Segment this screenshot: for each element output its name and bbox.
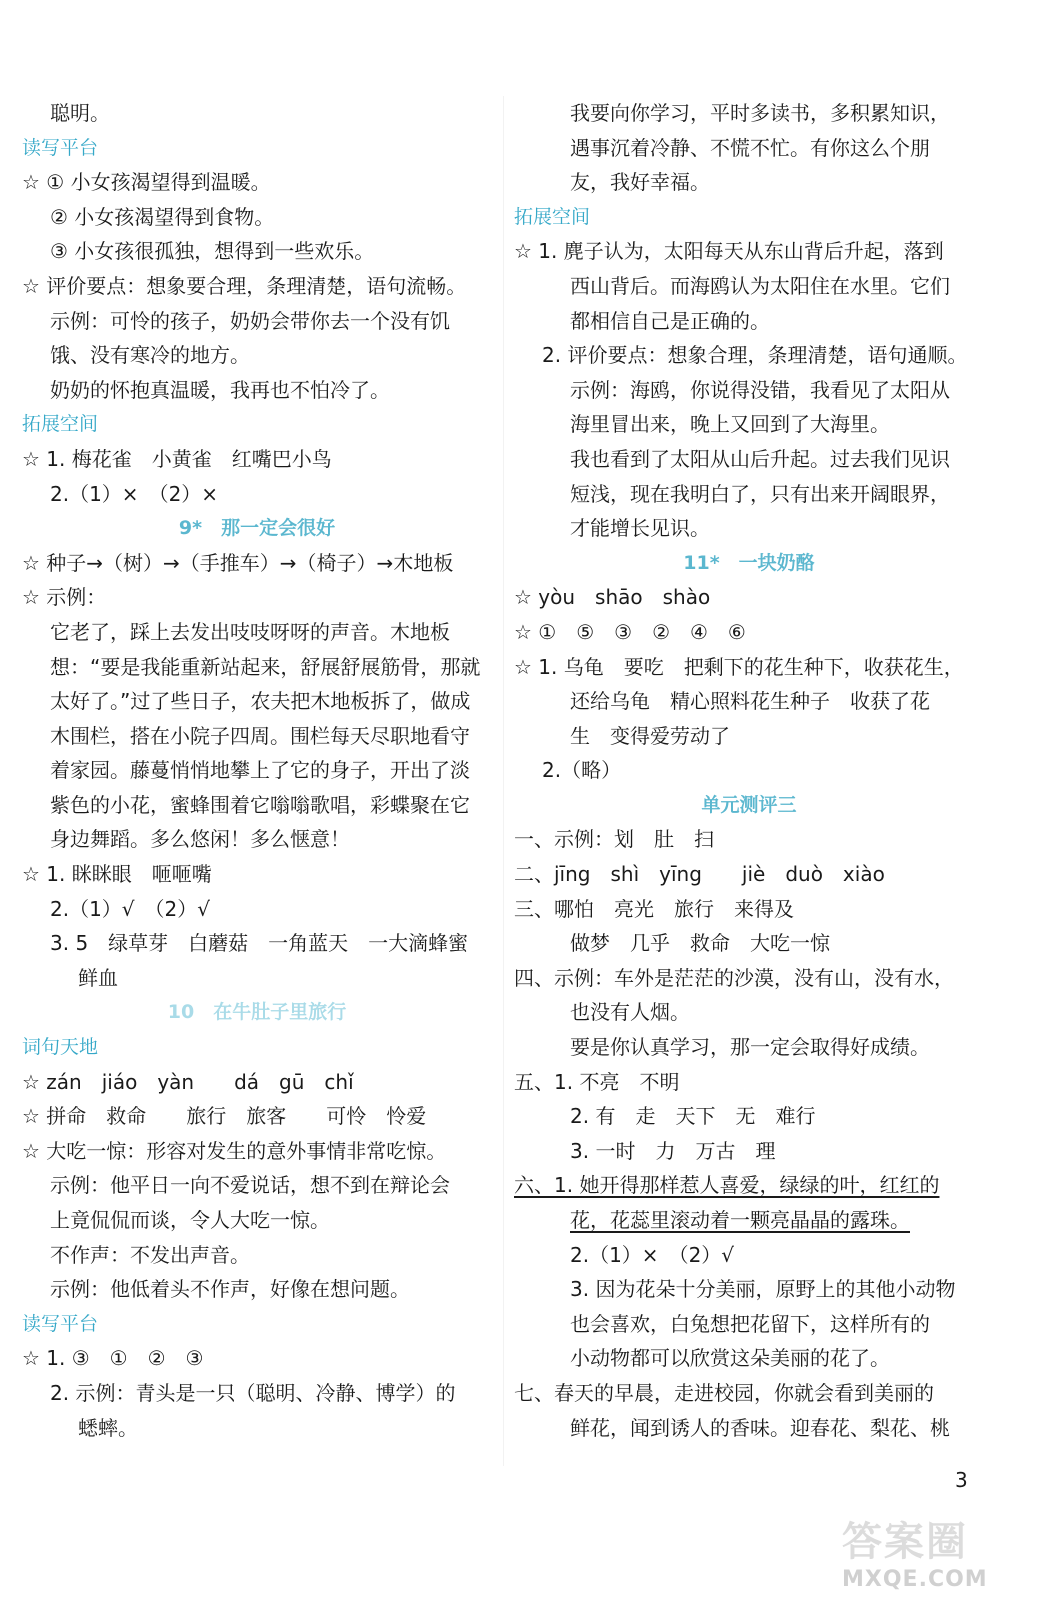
answer-line: 七、春天的早晨，走进校园，你就会看到美丽的 bbox=[514, 1380, 934, 1405]
lesson-title: 单元测评三 bbox=[701, 793, 797, 816]
column-divider bbox=[503, 96, 504, 1466]
answer-line: 示例：他平日一向不爱说话，想不到在辩论会 bbox=[50, 1173, 450, 1198]
answer-line: 才能增长见识。 bbox=[570, 516, 710, 541]
answer-line: 身边舞蹈。多么悠闲！多么惬意！ bbox=[50, 827, 350, 852]
answer-line: 示例：海鸥，你说得没错，我看见了太阳从 bbox=[570, 377, 950, 402]
answer-line: 3. 5 绿草芽 白蘑菇 一角蓝天 一大滴蜂蜜 bbox=[50, 931, 469, 956]
answer-line: 鲜血 bbox=[78, 965, 118, 990]
answer-line: 2. 有 走 天下 无 难行 bbox=[570, 1104, 816, 1129]
answer-line: 一、示例：划 肚 扫 bbox=[514, 827, 714, 852]
watermark-url: MXQE.COM bbox=[842, 1567, 988, 1592]
answer-line: 奶奶的怀抱真温暖，我再也不怕冷了。 bbox=[50, 377, 390, 402]
answer-line: ☆ 1. 麂子认为，太阳每天从东山背后升起，落到 bbox=[514, 239, 944, 264]
answer-line: 示例：他低着头不作声，好像在想问题。 bbox=[50, 1277, 410, 1302]
answer-line: 做梦 几乎 救命 大吃一惊 bbox=[570, 931, 830, 956]
answer-line: ☆ 大吃一惊：形容对发生的意外事情非常吃惊。 bbox=[22, 1138, 447, 1163]
answer-line: 上竟侃侃而谈，令人大吃一惊。 bbox=[50, 1208, 330, 1232]
answer-line: 不作声：不发出声音。 bbox=[50, 1242, 250, 1267]
answer-line: ☆ ① ⑤ ③ ② ④ ⑥ bbox=[514, 619, 746, 644]
answer-line: 我要向你学习，平时多读书，多积累知识， bbox=[570, 101, 950, 125]
answer-line: 我也看到了太阳从山后升起。过去我们见识 bbox=[570, 446, 950, 471]
answer-line: 太好了。”过了些日子，农夫把木地板拆了，做成 bbox=[50, 689, 471, 714]
answer-line: 海里冒出来，晚上又回到了大海里。 bbox=[570, 412, 890, 437]
answer-line: 友，我好幸福。 bbox=[570, 170, 710, 195]
answer-line: 想：“要是我能重新站起来，舒展舒展筋骨，那就 bbox=[50, 654, 481, 679]
answer-line: 2.（1）√ （2）√ bbox=[50, 896, 211, 921]
answer-line: 西山背后。而海鸥认为太阳住在水里。它们 bbox=[570, 273, 950, 298]
answer-line: ③ 小女孩很孤独，想得到一些欢乐。 bbox=[50, 239, 375, 264]
answer-line: 遇事沉着冷静、不慌不忙。有你这么个朋 bbox=[570, 135, 930, 160]
answer-line: 小动物都可以欣赏这朵美丽的花了。 bbox=[570, 1346, 890, 1371]
answer-line: 2.（1）× （2）√ bbox=[570, 1242, 735, 1267]
answer-line: 聪明。 bbox=[50, 101, 110, 125]
answer-line: 鲜花，闻到诱人的香味。迎春花、梨花、桃 bbox=[570, 1415, 950, 1440]
left-column bbox=[22, 96, 492, 1445]
lesson-title: 11* 一块奶酪 bbox=[683, 551, 815, 574]
answer-line: ☆ ① 小女孩渴望得到温暖。 bbox=[22, 170, 271, 195]
section-heading: 读写平台 bbox=[22, 1312, 99, 1335]
answer-line: ② 小女孩渴望得到食物。 bbox=[50, 204, 275, 229]
answer-line: ☆ 拼命 救命 旅行 旅客 可怜 怜爱 bbox=[22, 1104, 427, 1129]
watermark-logo: 答案圈 bbox=[842, 1519, 968, 1565]
answer-line: ☆ 评价要点：想象要合理，条理清楚，语句流畅。 bbox=[22, 273, 467, 298]
answer-line: ☆ 1. 梅花雀 小黄雀 红嘴巴小鸟 bbox=[22, 446, 332, 471]
answer-line: 3. 因为花朵十分美丽，原野上的其他小动物 bbox=[570, 1277, 956, 1302]
section-heading: 读写平台 bbox=[22, 136, 99, 159]
answer-line: 还给乌龟 精心照料花生种子 收获了花 bbox=[570, 689, 930, 714]
right-column bbox=[514, 96, 984, 1445]
watermark bbox=[842, 1510, 1032, 1594]
answer-line: 2. 示例：青头是一只（聪明、冷静、博学）的 bbox=[50, 1380, 456, 1405]
answer-line: 饿、没有寒冷的地方。 bbox=[50, 343, 250, 368]
answer-line: 要是你认真学习，那一定会取得好成绩。 bbox=[570, 1035, 930, 1060]
answer-line: 木围栏，搭在小院子四周。围栏每天尽职地看守 bbox=[50, 723, 470, 748]
answer-line: 蟋蟀。 bbox=[78, 1415, 138, 1440]
answer-line: 示例：可怜的孩子，奶奶会带你去一个没有饥 bbox=[50, 308, 450, 333]
answer-line: 紫色的小花，蜜蜂围着它嗡嗡歌唱，彩蝶聚在它 bbox=[50, 792, 470, 817]
answer-line: 它老了，踩上去发出吱吱呀呀的声音。木地板 bbox=[50, 619, 450, 644]
answer-line: 五、1. 不亮 不明 bbox=[514, 1069, 680, 1094]
answer-line: 四、示例：车外是茫茫的沙漠，没有山，没有水， bbox=[514, 965, 954, 990]
answer-line: ☆ yòu shāo shào bbox=[514, 585, 711, 610]
answer-line: ☆ 种子→（树）→（手推车）→（椅子）→木地板 bbox=[22, 550, 454, 575]
answer-line: ☆ 示例： bbox=[22, 585, 107, 610]
lesson-title: 9* 那一定会很好 bbox=[178, 517, 336, 540]
lesson-title: 10 在牛肚子里旅行 bbox=[167, 1001, 347, 1024]
section-heading: 词句天地 bbox=[22, 1036, 99, 1059]
answer-line: 都相信自己是正确的。 bbox=[570, 308, 770, 333]
answer-line: 2. 评价要点：想象合理，条理清楚，语句通顺。 bbox=[542, 343, 968, 368]
answer-line: 短浅，现在我明白了，只有出来开阔眼界， bbox=[570, 481, 950, 506]
answer-line: 也会喜欢，白兔想把花留下，这样所有的 bbox=[570, 1311, 930, 1336]
section-heading: 拓展空间 bbox=[514, 205, 591, 228]
answer-line: ☆ zán jiáo yàn dá gū chǐ bbox=[22, 1069, 354, 1094]
answer-line: 2.（略） bbox=[542, 758, 622, 783]
answer-line: 生 变得爱劳动了 bbox=[570, 723, 730, 748]
answer-line: ☆ 1. 乌龟 要吃 把剩下的花生种下，收获花生， bbox=[514, 654, 964, 679]
answer-line: 着家园。藤蔓悄悄地攀上了它的身子，开出了淡 bbox=[50, 758, 470, 783]
answer-line: ☆ 1. 眯眯眼 咂咂嘴 bbox=[22, 862, 212, 887]
section-heading: 拓展空间 bbox=[22, 413, 99, 436]
underlined-answer-line: 花，花蕊里滚动着一颗亮晶晶的露珠。 bbox=[570, 1208, 910, 1232]
underlined-answer-line: 六、1. 她开得那样惹人喜爱，绿绿的叶，红红的 bbox=[514, 1173, 940, 1198]
answer-line: 三、哪怕 亮光 旅行 来得及 bbox=[514, 896, 794, 921]
page-number: 3 bbox=[955, 1468, 968, 1492]
answer-line: ☆ 1. ③ ① ② ③ bbox=[22, 1346, 204, 1371]
answer-line: 2.（1）× （2）× bbox=[50, 481, 219, 506]
answer-line: 二、jīng shì yīng jiè duò xiào bbox=[514, 862, 885, 887]
answer-line: 也没有人烟。 bbox=[570, 1000, 690, 1025]
answer-line: 3. 一时 力 万古 理 bbox=[570, 1138, 776, 1163]
